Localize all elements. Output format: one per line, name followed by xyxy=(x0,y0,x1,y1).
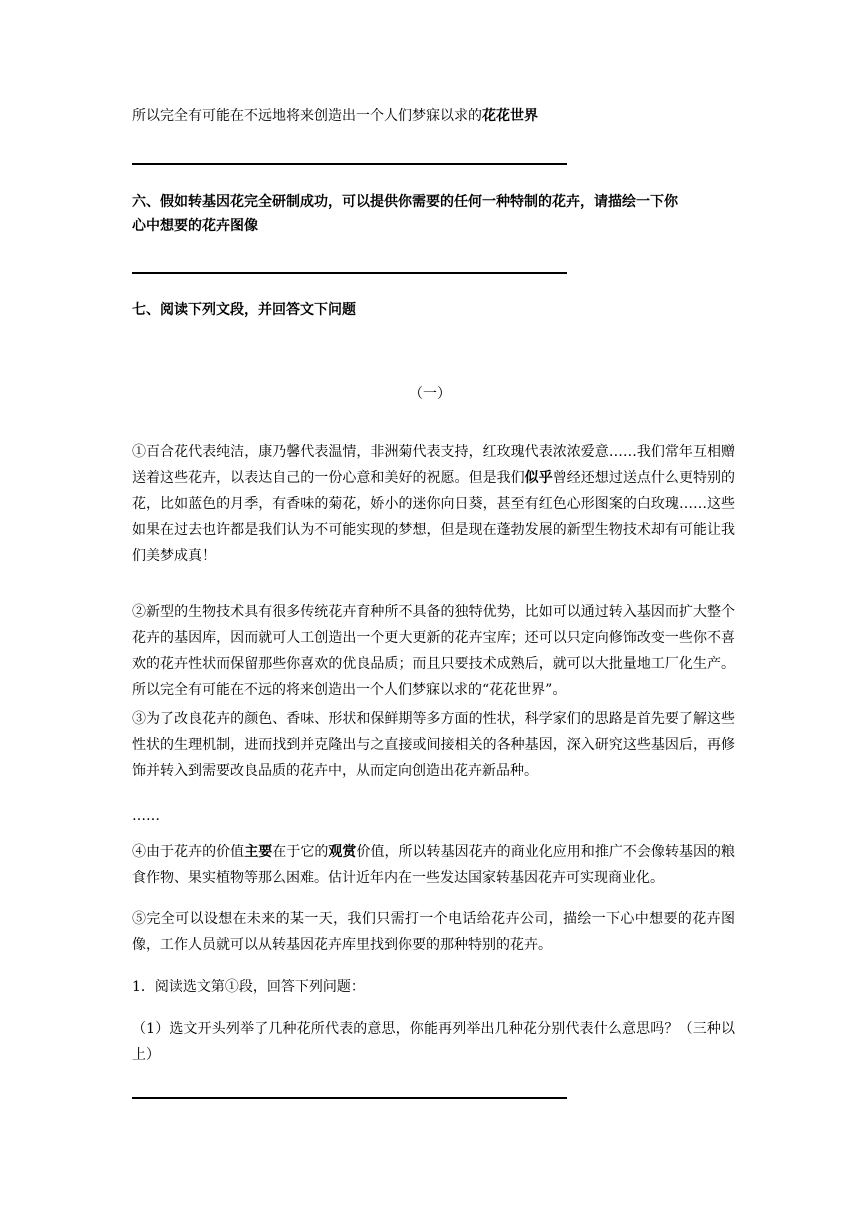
question-1: 1．阅读选文第①段，回答下列问题： xyxy=(132,979,365,995)
answer-line-text xyxy=(132,109,732,123)
paragraph-4-text-a: ④由于花卉的价值 xyxy=(132,844,245,860)
paragraph-4-text-b: 在于它的 xyxy=(272,844,329,860)
paragraph-4-bold-1: 主要 xyxy=(244,844,273,860)
paragraph-4 xyxy=(132,839,735,891)
paragraph-1 xyxy=(132,439,735,569)
answer-rule xyxy=(132,1097,567,1099)
answer-text: 所以完全有可能在不远地将来创造出一个人们梦寐以求的 xyxy=(132,108,482,124)
question-6-line-2: 心中想要的花卉图像 xyxy=(132,218,258,234)
answer-rule xyxy=(132,163,567,165)
paragraph-5: ⑤完全可以设想在未来的某一天，我们只需打一个电话给花卉公司，描绘一下心中想要的花卉图像，工作人员就可以从转基因花卉库里找到你要的那种特别的花卉。 xyxy=(132,911,735,953)
paragraph-4-text-c: 价值，所以转基因花卉的商业化应用和推广不会像转基因的粮食作物、果实植物等那么困难。估计近年内在一些发达国家转基因花卉可实现商业化。 xyxy=(132,844,736,886)
answer-rule xyxy=(132,272,567,274)
paragraph-2: ②新型的生物技术具有很多传统花卉育种所不具备的独特优势，比如可以通过转入基因而扩大整个花卉的基因库，因而就可人工创造出一个更大更新的花卉宝库；还可以只定向修饰改变一些你不喜欢的花卉性状而保留那些你喜欢的优良品质；而且只要技术成熟后，就可以大批量地工厂化生产。所以完全有可能在不远的将来创造出一个人们梦寐以求的“花花世界”。 xyxy=(132,604,735,698)
paragraph-4-bold-2: 观赏 xyxy=(328,844,357,860)
section-label: （一） xyxy=(409,386,451,402)
question-6-line-1: 六、假如转基因花完全研制成功，可以提供你需要的任何一种特制的花卉，请描绘一下你 xyxy=(132,194,678,210)
paragraph-1-bold: 似乎 xyxy=(524,470,553,486)
question-1-sub: （1）选文开头列举了几种花所代表的意思，你能再列举出几种花分别代表什么意思吗？（三种以上） xyxy=(132,1021,735,1063)
paragraph-1-text-b: 曾经还想过送点什么更特别的花，比如蓝色的月季，有香味的菊花，娇小的迷你向日葵，甚至有红色心形图案的白玫瑰……这些如果在过去也许都是我们认为不可能实现的梦想，但是现在蓬勃发展的新型生物技术却有可能让我们美梦成真！ xyxy=(132,470,736,564)
paragraph-1-text-a: ①百合花代表纯洁，康乃馨代表温情，非洲菊代表支持，红玫瑰代表浓浓爱意……我们常年互相赠送着这些花卉，以表达自己的一份心意和美好的祝愿。但是我们 xyxy=(132,444,735,486)
ellipsis: …… xyxy=(132,808,160,824)
answer-bold-text: 花花世界 xyxy=(482,108,538,124)
paragraph-3: ③为了改良花卉的颜色、香味、形状和保鲜期等多方面的性状，科学家们的思路是首先要了解这些性状的生理机制，进而找到并克隆出与之直接或间接相关的各种基因，深入研究这些基因后，再修饰并转入到需要改良品质的花卉中，从而定向创造出花卉新品种。 xyxy=(132,711,735,779)
question-7-heading: 七、阅读下列文段，并回答文下问题 xyxy=(132,302,356,318)
